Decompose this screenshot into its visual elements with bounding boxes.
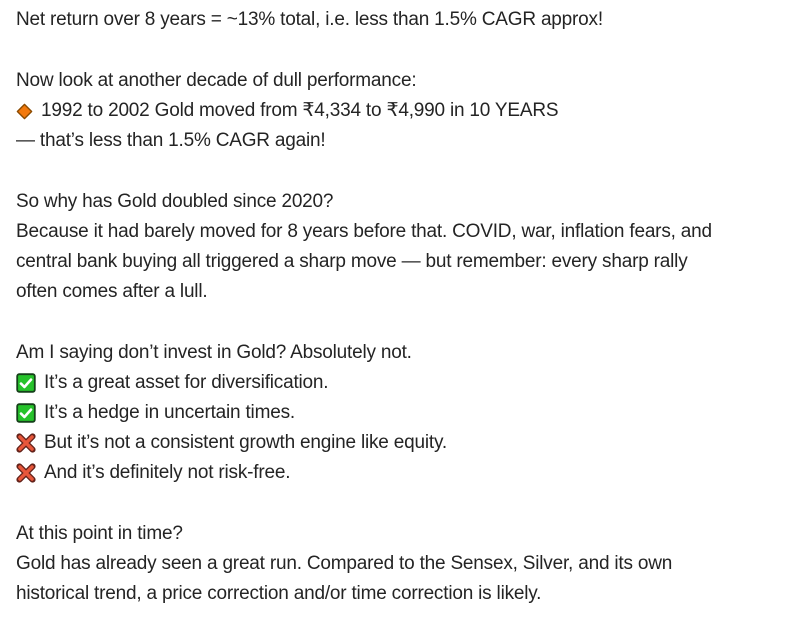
- text-line: — that’s less than 1.5% CAGR again!: [16, 130, 326, 151]
- text-line: Gold has already seen a great run. Compared to the Sensex, Silver, and its own: [16, 553, 673, 574]
- bullet-line: [16, 398, 799, 428]
- paragraph: [16, 66, 799, 156]
- cross-icon: [16, 433, 36, 453]
- text-line: Because it had barely moved for 8 years before that. COVID, war, inflation fears, and: [16, 221, 712, 242]
- text-line: At this point in time?: [16, 523, 183, 544]
- text-line-text: It’s a great asset for diversification.: [44, 372, 329, 393]
- text-line: Net return over 8 years = ~13% total, i.e. less than 1.5% CAGR approx!: [16, 9, 603, 30]
- text-line: Now look at another decade of dull performance:: [16, 70, 417, 91]
- paragraph: [16, 338, 799, 488]
- text-line-text: And it’s definitely not risk-free.: [44, 462, 291, 483]
- text-line: historical trend, a price correction and/or time correction is likely.: [16, 583, 542, 604]
- text-line: often comes after a lull.: [16, 281, 208, 302]
- orange-diamond-icon: [16, 103, 33, 120]
- text-line-text: It’s a hedge in uncertain times.: [44, 402, 295, 423]
- cross-icon: [16, 463, 36, 483]
- text-line-text: But it’s not a consistent growth engine like equity.: [44, 432, 447, 453]
- paragraph: [16, 187, 799, 307]
- check-icon: [16, 373, 36, 393]
- text-line-text: 1992 to 2002 Gold moved from ₹4,334 to ₹4,990 in 10 YEARS: [41, 100, 559, 121]
- text-line: So why has Gold doubled since 2020?: [16, 191, 334, 212]
- paragraph: [16, 5, 799, 35]
- text-line: central bank buying all triggered a sharp move — but remember: every sharp rally: [16, 251, 688, 272]
- check-icon: [16, 403, 36, 423]
- text-line: Am I saying don’t invest in Gold? Absolutely not.: [16, 342, 412, 363]
- bullet-line: [16, 458, 799, 488]
- bullet-line: [16, 96, 799, 126]
- bullet-line: [16, 368, 799, 398]
- paragraph: [16, 519, 799, 609]
- bullet-line: [16, 428, 799, 458]
